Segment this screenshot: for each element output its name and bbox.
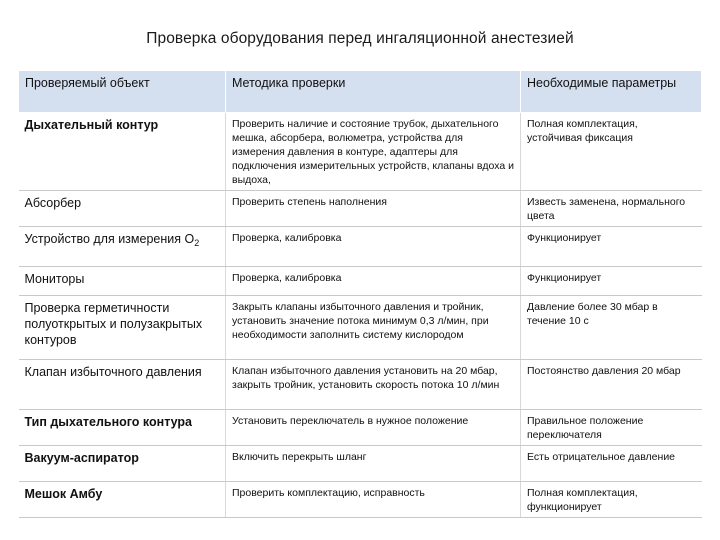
params-cell: Полная комплектация, функционирует — [521, 482, 702, 518]
subscript-2: 2 — [194, 238, 200, 248]
table-row — [19, 410, 702, 446]
table-row — [19, 227, 702, 267]
params-cell: Постоянство давления 20 мбар — [521, 360, 702, 410]
params-cell: Полная комплектация, устойчивая фиксация — [521, 113, 702, 191]
params-cell: Известь заменена, нормального цвета — [521, 191, 702, 227]
object-cell: Дыхательный контур — [19, 113, 226, 191]
table-row — [19, 267, 702, 296]
method-cell: Закрыть клапаны избыточного давления и тройник, установить значение потока минимум 0,3 л/мин, при необходимости заполнить систему кислородом — [226, 296, 521, 360]
page-title: Проверка оборудования перед ингаляционной анестезией — [146, 30, 574, 47]
table-row — [19, 446, 702, 482]
params-cell: Правильное положение переключателя — [521, 410, 702, 446]
method-cell: Установить переключатель в нужное положение — [226, 410, 521, 446]
object-cell: Тип дыхательного контура — [19, 410, 226, 446]
table-row — [19, 360, 702, 410]
table-row — [19, 296, 702, 360]
params-cell: Есть отрицательное давление — [521, 446, 702, 482]
method-cell: Клапан избыточного давления установить на 20 мбар, закрыть тройник, установить скорость потока 10 л/мин — [226, 360, 521, 410]
object-text: Устройство для измерения О — [24, 232, 195, 246]
table-header-row — [19, 71, 702, 113]
params-cell: Давление более 30 мбар в течение 10 с — [521, 296, 702, 360]
object-cell: Мониторы — [19, 267, 226, 296]
header-object: Проверяемый объект — [19, 71, 226, 113]
object-cell: Проверка герметичности полуоткрытых и полузакрытых контуров — [19, 296, 226, 360]
method-cell: Проверка, калибровка — [226, 267, 521, 296]
table-row — [19, 482, 702, 518]
method-cell: Включить перекрыть шланг — [226, 446, 521, 482]
method-cell: Проверить степень наполнения — [226, 191, 521, 227]
table-row — [19, 191, 702, 227]
object-cell: Вакуум-аспиратор — [19, 446, 226, 482]
object-cell — [19, 227, 226, 267]
equipment-check-table — [18, 70, 702, 518]
method-cell: Проверить наличие и состояние трубок, дыхательного мешка, абсорбера, волюметра, устройства для измерения давления в контуре, адаптеры для подключения измерительных устройств, клапаны вдоха и выдоха, — [226, 113, 521, 191]
object-cell: Мешок Амбу — [19, 482, 226, 518]
params-cell: Функционирует — [521, 267, 702, 296]
header-params: Необходимые параметры — [521, 71, 702, 113]
object-cell: Клапан избыточного давления — [19, 360, 226, 410]
params-cell: Функционирует — [521, 227, 702, 267]
method-cell: Проверить комплектацию, исправность — [226, 482, 521, 518]
object-cell: Абсорбер — [19, 191, 226, 227]
method-cell: Проверка, калибровка — [226, 227, 521, 267]
header-method: Методика проверки — [226, 71, 521, 113]
table-row — [19, 113, 702, 191]
